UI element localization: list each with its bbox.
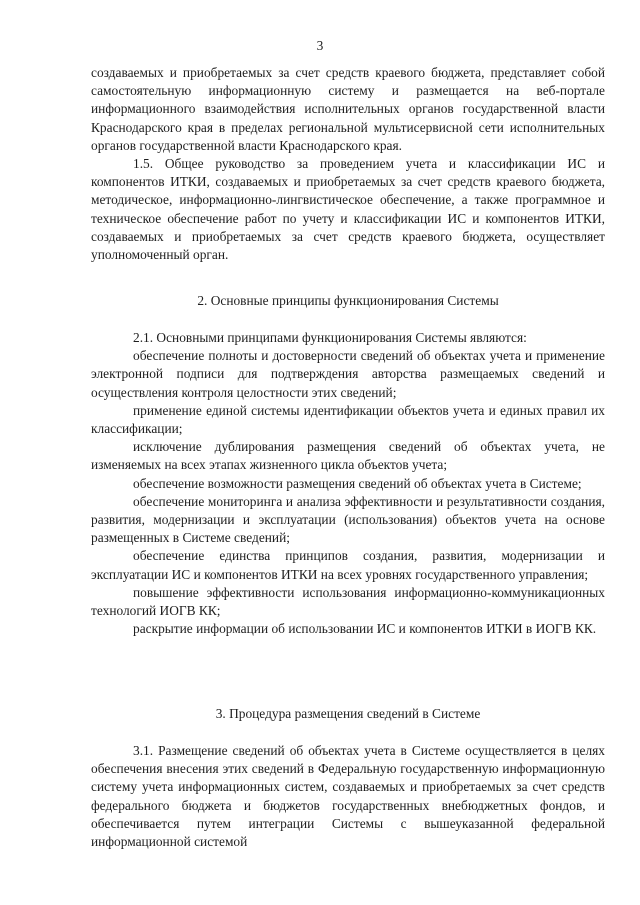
section-3 xyxy=(91,705,605,723)
list-item: обеспечение полноты и достоверности сведений об объектах учета и применение электронной подписи для подтверждения авторства размещаемых сведений и осуществления контроля целостности этих сведений; xyxy=(91,348,605,400)
section-3-body xyxy=(91,742,605,851)
paragraph-1-5: 1.5. Общее руководство за проведением учета и классификации ИС и компонентов ИТКИ, создаваемых и приобретаемых за счет средств краевого бюджета, методическое, информационно-лингвистическое обеспечение, а также программное и техническое обеспечение работ по учету и классификации ИС и компонентов ИТКИ, создаваемых и приобретаемых за счет средств краевого бюджета, осуществляет уполномоченный орган. xyxy=(91,156,605,263)
list-item: применение единой системы идентификации объектов учета и единых правил их классификации; xyxy=(91,402,605,437)
section-2 xyxy=(91,292,605,310)
list-item: обеспечение единства принципов создания, развития, модернизации и эксплуатации ИС и компонентов ИТКИ на всех уровнях государственного управления; xyxy=(91,548,605,582)
paragraph-continuation: создаваемых и приобретаемых за счет средств краевого бюджета, представляет собой самостоятельную информационную систему и размещается на веб-портале информационного взаимодействия исполнительных органов государственной власти Краснодарского края в пределах региональной мультисервисной сети исполнительных органов государственной власти Краснодарского края. xyxy=(91,65,605,153)
section-2-body xyxy=(91,329,605,638)
paragraph-3-1: 3.1. Размещение сведений об объектах учета в Системе осуществляется в целях обеспечения внесения этих сведений в Федеральную государственную информационную систему учета информационных систем, создаваемых и приобретаемых за счет средств федерального бюджета и бюджетов государственных внебюджетных фондов, и обеспечивается путем интеграции Системы с вышеуказанной федеральной информационной системой xyxy=(91,743,605,850)
section-3-heading: 3. Процедура размещения сведений в Системе xyxy=(215,706,481,721)
page-number: 3 xyxy=(316,38,324,53)
list-item: раскрытие информации об использовании ИС и компонентов ИТКИ в ИОГВ КК. xyxy=(133,621,597,637)
paragraph-2-1: 2.1. Основными принципами функционирования Системы являются: xyxy=(133,330,527,345)
list-item: обеспечение возможности размещения сведений об объектах учета в Системе; xyxy=(133,475,582,491)
list-item: исключение дублирования размещения сведений об объектах учета, не изменяемых на всех этапах жизненного цикла объектов учета; xyxy=(91,439,605,473)
section-1-continuation xyxy=(91,64,605,264)
list-item: обеспечение мониторинга и анализа эффективности и результативности создания, развития, модернизации и эксплуатации (использования) объектов учета на основе размещенных в Системе сведений; xyxy=(91,493,605,546)
section-2-heading: 2. Основные принципы функционирования Системы xyxy=(197,293,499,308)
list-item: повышение эффективности использования информационно-коммуникационных технологий ИОГВ КК; xyxy=(91,584,605,619)
